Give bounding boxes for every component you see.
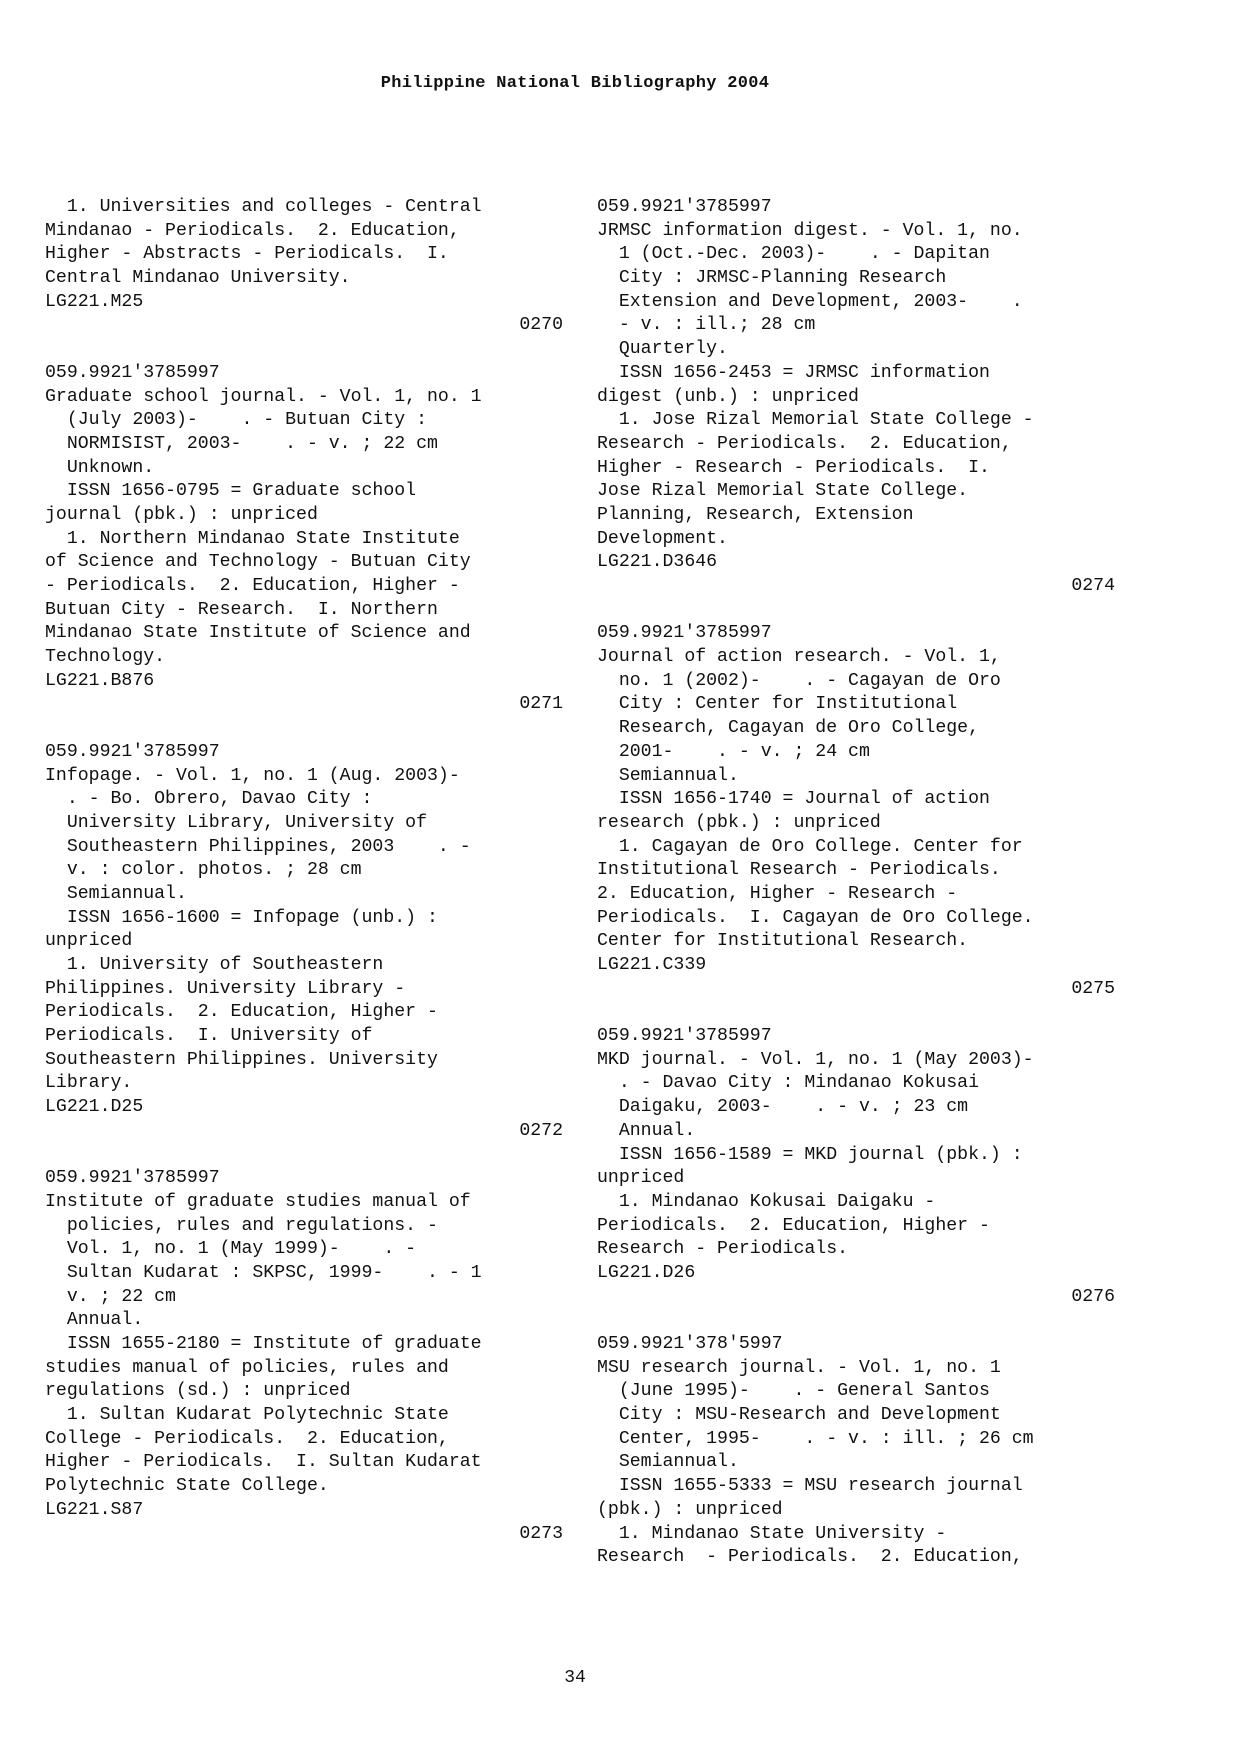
entry-line: LG221.M25 xyxy=(45,291,144,312)
entry-line: journal (pbk.) : unpriced xyxy=(45,504,318,525)
entry-line: research (pbk.) : unpriced xyxy=(597,812,881,833)
entry-line: 1. Northern Mindanao State Institute xyxy=(45,528,460,549)
entry-line: Semiannual. xyxy=(597,765,739,786)
entry-line: Butuan City - Research. I. Northern xyxy=(45,599,438,620)
entry-line: Technology. xyxy=(45,647,166,668)
page-title: Philippine National Bibliography 2004 xyxy=(380,74,770,93)
entry-line: 059.9921'3785997 xyxy=(45,362,220,383)
entry-line: ISSN 1655-5333 = MSU research journal xyxy=(597,1476,1023,1497)
entry-line: of Science and Technology - Butuan City xyxy=(45,552,471,573)
entry-line: Unknown. xyxy=(45,457,155,478)
entry-line: 059.9921'3785997 xyxy=(597,623,772,644)
entry-line: LG221.C339 xyxy=(597,955,707,975)
entry-line: Southeastern Philippines, 2003 . - xyxy=(45,836,471,857)
entry-line: Vol. 1, no. 1 (May 1999)- . - xyxy=(45,1239,417,1260)
entry-number: 0271 xyxy=(519,694,563,715)
entry-number: 0272 xyxy=(519,1120,563,1141)
entry-line: v. : color. photos. ; 28 cm xyxy=(45,860,362,881)
entry-line: unpriced xyxy=(597,1168,685,1189)
entry-line: (pbk.) : unpriced xyxy=(597,1499,783,1520)
entry-line: 059.9921'3785997 xyxy=(597,1026,772,1047)
entry-line: unpriced xyxy=(45,931,133,952)
entry-line: Planning, Research, Extension xyxy=(597,504,914,525)
entry-line: policies, rules and regulations. - xyxy=(45,1215,438,1236)
entry-line: ISSN 1656-1600 = Infopage (unb.) : xyxy=(45,907,438,928)
entry-line: 059.9921'3785997 xyxy=(597,197,772,217)
entry-line: Periodicals. 2. Education, Higher - xyxy=(45,1002,438,1023)
entry-line: Annual. xyxy=(45,1310,144,1331)
entry-line: Institutional Research - Periodicals. xyxy=(597,860,1001,881)
entry-line: Periodicals. 2. Education, Higher - xyxy=(597,1215,990,1236)
entry-line: 1 (Oct.-Dec. 2003)- . - Dapitan xyxy=(597,244,990,265)
entry-line: Research - Periodicals. 2. Education, xyxy=(597,433,1012,454)
entry-line: Journal of action research. - Vol. 1, xyxy=(597,647,1001,668)
entry-line: Infopage. - Vol. 1, no. 1 (Aug. 2003)- xyxy=(45,765,460,786)
left-column xyxy=(45,196,565,1546)
entry-line: Research - Periodicals. 2. Education, xyxy=(597,1547,1023,1568)
entry-line: Quarterly. xyxy=(597,339,728,360)
entry-line: Development. xyxy=(597,528,728,549)
entry-line: . - Davao City : Mindanao Kokusai xyxy=(597,1073,979,1094)
entry-number: 0276 xyxy=(1071,1286,1115,1307)
entry-line: JRMSC information digest. - Vol. 1, no. xyxy=(597,220,1023,241)
entry-line: MSU research journal. - Vol. 1, no. 1 xyxy=(597,1357,1001,1378)
entry-line: Higher - Research - Periodicals. I. xyxy=(597,457,990,478)
entry-line: no. 1 (2002)- . - Cagayan de Oro xyxy=(597,670,1001,691)
entry-line: LG221.D26 xyxy=(597,1262,696,1283)
entry-line: Philippines. University Library - xyxy=(45,978,406,999)
entry-line: Institute of graduate studies manual of xyxy=(45,1191,471,1212)
entry-line: 059.9921'3785997 xyxy=(45,741,220,762)
entry-number: 0270 xyxy=(519,315,563,336)
entry-line: ISSN 1656-0795 = Graduate school xyxy=(45,481,417,502)
entry-line: Higher - Abstracts - Periodicals. I. xyxy=(45,244,449,265)
entry-line: Central Mindanao University. xyxy=(45,268,351,289)
entry-line: 1. Sultan Kudarat Polytechnic State xyxy=(45,1405,449,1426)
entry-line: regulations (sd.) : unpriced xyxy=(45,1381,351,1402)
entry-number: 0273 xyxy=(519,1523,563,1544)
entry-separator xyxy=(45,1144,565,1168)
entry-separator xyxy=(597,599,1117,623)
entry-separator xyxy=(597,1309,1117,1333)
entry-line: Annual. xyxy=(597,1120,696,1141)
entry-line: Graduate school journal. - Vol. 1, no. 1 xyxy=(45,386,482,407)
entry-line: Higher - Periodicals. I. Sultan Kudarat xyxy=(45,1452,482,1473)
entry-line: College - Periodicals. 2. Education, xyxy=(45,1428,449,1449)
entry-line: City : MSU-Research and Development xyxy=(597,1405,1001,1426)
entry-separator xyxy=(45,717,565,741)
entry-line: Center, 1995- . - v. : ill. ; 26 cm xyxy=(597,1428,1034,1449)
entry-line: Polytechnic State College. xyxy=(45,1476,329,1497)
entry-line: City : JRMSC-Planning Research xyxy=(597,268,947,289)
entry-line: ISSN 1655-2180 = Institute of graduate xyxy=(45,1334,482,1354)
entry-line: LG221.D25 xyxy=(45,1097,144,1118)
entry-number: 0274 xyxy=(1071,576,1115,596)
entry-line: Center for Institutional Research. xyxy=(597,931,969,952)
entry-line: ISSN 1656-1740 = Journal of action xyxy=(597,789,990,810)
entry-line: 2001- . - v. ; 24 cm xyxy=(597,741,870,762)
entry-line: Research, Cagayan de Oro College, xyxy=(597,718,979,739)
entry-line: 1. Mindanao Kokusai Daigaku - xyxy=(597,1191,936,1212)
entry-line: Jose Rizal Memorial State College. xyxy=(597,481,969,502)
entry-line: v. ; 22 cm xyxy=(45,1286,176,1307)
entry-line: LG221.S87 xyxy=(45,1499,144,1520)
entry-line: 1. Jose Rizal Memorial State College - xyxy=(597,410,1034,431)
entry-line: Library. xyxy=(45,1073,133,1094)
entry-line: City : Center for Institutional xyxy=(597,694,958,715)
entry-line: Research - Periodicals. xyxy=(597,1239,849,1260)
entry-line: Mindanao - Periodicals. 2. Education, xyxy=(45,220,460,241)
entry-line: 1. University of Southeastern xyxy=(45,955,384,975)
entry-line: Daigaku, 2003- . - v. ; 23 cm xyxy=(597,1097,969,1118)
entry-line: 059.9921'378'5997 xyxy=(597,1334,783,1354)
entry-line: (June 1995)- . - General Santos xyxy=(597,1381,990,1402)
entry-number: 0275 xyxy=(1071,978,1115,999)
entry-line: University Library, University of xyxy=(45,812,427,833)
entry-line: digest (unb.) : unpriced xyxy=(597,386,859,407)
entry-line: ISSN 1656-2453 = JRMSC information xyxy=(597,362,990,383)
entry-line: Periodicals. I. Cagayan de Oro College. xyxy=(597,907,1034,928)
entry-line: Periodicals. I. University of xyxy=(45,1026,373,1047)
entry-line: Sultan Kudarat : SKPSC, 1999- . - 1 xyxy=(45,1262,482,1283)
entry-separator xyxy=(597,1001,1117,1025)
entry-line: Southeastern Philippines. University xyxy=(45,1049,438,1070)
entry-line: Extension and Development, 2003- . xyxy=(597,291,1023,312)
entry-line: LG221.B876 xyxy=(45,670,155,691)
entry-line: NORMISIST, 2003- . - v. ; 22 cm xyxy=(45,433,438,454)
entry-line: (July 2003)- . - Butuan City : xyxy=(45,410,427,431)
entry-line: 1. Mindanao State University - xyxy=(597,1523,947,1544)
entry-line: . - Bo. Obrero, Davao City : xyxy=(45,789,373,810)
entry-line: ISSN 1656-1589 = MKD journal (pbk.) : xyxy=(597,1144,1023,1165)
entry-separator xyxy=(45,338,565,362)
entry-line: - v. : ill.; 28 cm xyxy=(597,315,816,336)
right-column xyxy=(597,196,1117,1570)
entry-line: MKD journal. - Vol. 1, no. 1 (May 2003)- xyxy=(597,1049,1034,1070)
entry-line: Semiannual. xyxy=(45,883,187,904)
page-number: 34 xyxy=(564,1668,586,1688)
entry-line: Mindanao State Institute of Science and xyxy=(45,623,471,644)
entry-line: 1. Universities and colleges - Central xyxy=(45,197,482,217)
entry-line: 1. Cagayan de Oro College. Center for xyxy=(597,836,1023,857)
entry-line: LG221.D3646 xyxy=(597,552,718,573)
entry-line: studies manual of policies, rules and xyxy=(45,1357,449,1378)
entry-line: 2. Education, Higher - Research - xyxy=(597,883,958,904)
entry-line: Semiannual. xyxy=(597,1452,739,1473)
entry-line: - Periodicals. 2. Education, Higher - xyxy=(45,576,460,596)
entry-line: 059.9921'3785997 xyxy=(45,1168,220,1189)
